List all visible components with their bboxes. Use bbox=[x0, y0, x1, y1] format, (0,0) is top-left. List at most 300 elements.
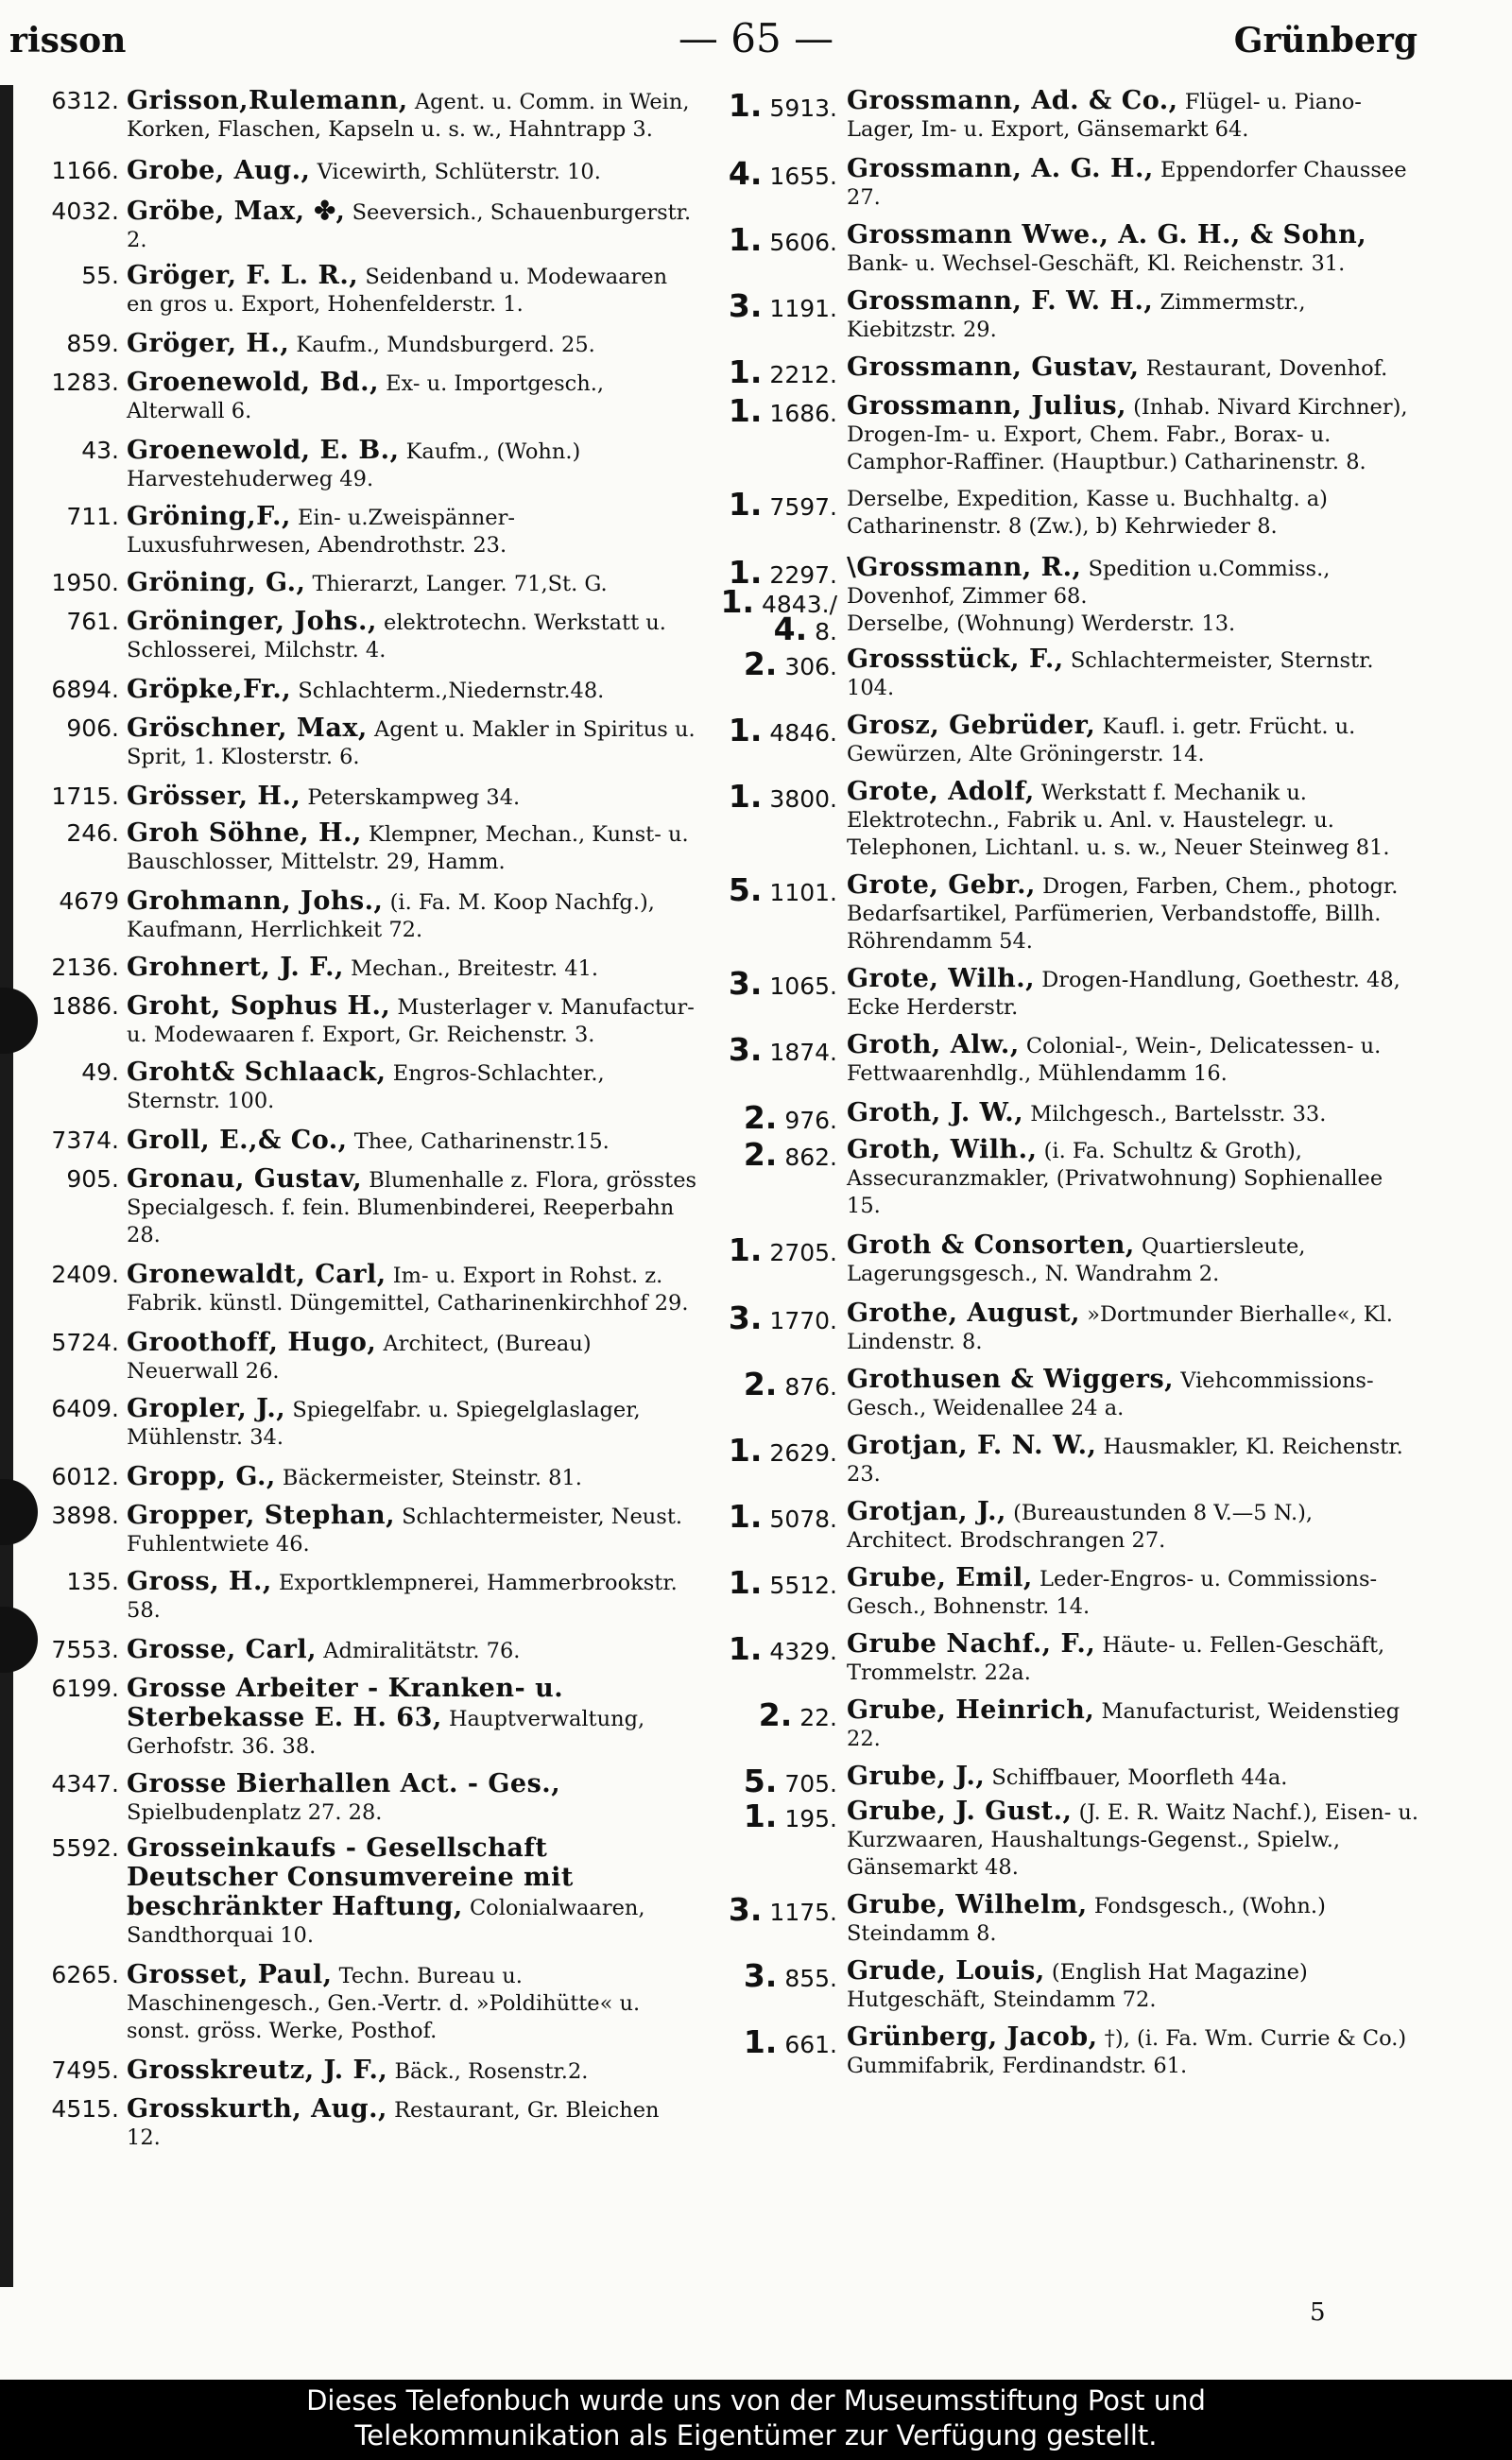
directory-entry bbox=[17, 369, 699, 425]
subscriber-name: Groth, Wilh., bbox=[847, 1135, 1038, 1164]
subscriber-number: 2136. bbox=[51, 954, 119, 981]
subscriber-number: 4843./ bbox=[762, 591, 837, 618]
phone-number bbox=[17, 887, 119, 915]
subscriber-number: 306. bbox=[784, 653, 837, 680]
directory-entry bbox=[711, 1136, 1421, 1220]
phone-number bbox=[17, 783, 119, 810]
subscriber-number: 6409. bbox=[51, 1395, 119, 1422]
exchange-number: 1. bbox=[728, 353, 763, 390]
subscriber-details: Colonial-, Wein-, Delicatessen- u. Fettwaarenhdlg., Mühlendamm 16. bbox=[847, 1034, 1382, 1086]
entry-text bbox=[847, 1891, 1421, 1948]
header-left-word: risson bbox=[9, 21, 127, 60]
phone-number bbox=[17, 2056, 119, 2084]
exchange-number: 1. bbox=[728, 1564, 763, 1601]
directory-entry bbox=[711, 221, 1421, 278]
exchange-number: 3. bbox=[743, 1957, 778, 1994]
subscriber-number: 4679 bbox=[59, 887, 119, 915]
entry-text bbox=[127, 992, 699, 1049]
entry-text bbox=[127, 198, 699, 254]
phone-number bbox=[711, 1630, 837, 1667]
entry-text bbox=[127, 1770, 699, 1827]
subscriber-number: 7553. bbox=[51, 1636, 119, 1663]
entry-text bbox=[127, 1463, 699, 1492]
subscriber-number: 761. bbox=[66, 608, 119, 635]
exchange-number: 1. bbox=[728, 1231, 763, 1268]
header-page-number: — 65 — bbox=[678, 15, 834, 61]
subscriber-details: Zimmermstr., Kiebitzstr. 29. bbox=[847, 290, 1306, 342]
entry-text bbox=[127, 1834, 699, 1950]
entry-text bbox=[847, 1136, 1421, 1220]
subscriber-number: 1770. bbox=[769, 1307, 837, 1334]
directory-entry bbox=[17, 262, 699, 318]
subscriber-number: 1065. bbox=[769, 972, 837, 1000]
phone-number bbox=[711, 1031, 837, 1068]
entry-text bbox=[847, 392, 1421, 476]
exchange-number: 3. bbox=[728, 287, 763, 324]
subscriber-name: Grote, Wilh., bbox=[847, 964, 1036, 993]
entry-text bbox=[847, 871, 1421, 955]
entry-text bbox=[847, 611, 1421, 638]
subscriber-details: Mechan., Breitestr. 41. bbox=[351, 956, 599, 981]
phone-number bbox=[17, 369, 119, 396]
entry-text bbox=[847, 645, 1421, 702]
subscriber-name: Grothusen & Wiggers, bbox=[847, 1365, 1175, 1394]
subscriber-number: 5592. bbox=[51, 1834, 119, 1862]
phone-number bbox=[711, 645, 837, 682]
subscriber-name: Grossmann, Ad. & Co., bbox=[847, 86, 1178, 115]
subscriber-details: Thee, Catharinenstr.15. bbox=[353, 1129, 610, 1154]
subscriber-number: 705. bbox=[784, 1770, 837, 1798]
directory-entry bbox=[711, 778, 1421, 862]
subscriber-number: 55. bbox=[81, 262, 119, 289]
directory-entry bbox=[17, 714, 699, 771]
subscriber-number: 7495. bbox=[51, 2056, 119, 2084]
directory-entry bbox=[711, 155, 1421, 212]
entry-text bbox=[127, 2056, 699, 2086]
subscriber-name: Grösser, H., bbox=[127, 782, 301, 811]
subscriber-number: 906. bbox=[66, 714, 119, 742]
entry-text bbox=[847, 965, 1421, 1022]
subscriber-details: Agent. u. Comm. in Wein, Korken, Flaschen, Kapseln u. s. w., Hahntrapp 3. bbox=[127, 90, 690, 142]
phone-number bbox=[17, 1636, 119, 1663]
directory-entry bbox=[711, 1366, 1421, 1422]
entry-text bbox=[127, 157, 699, 186]
directory-entry bbox=[711, 1762, 1421, 1799]
exchange-number: 2. bbox=[743, 1136, 778, 1173]
entry-text bbox=[127, 887, 699, 944]
subscriber-name: Gropper, Stephan, bbox=[127, 1501, 395, 1530]
subscriber-details: Schiffbauer, Moorfleth 44a. bbox=[991, 1765, 1288, 1790]
phone-number bbox=[17, 1568, 119, 1595]
phone-number bbox=[711, 1696, 837, 1733]
exchange-number: 1. bbox=[728, 1432, 763, 1469]
subscriber-details: Derselbe, (Wohnung) Werderstr. 13. bbox=[847, 611, 1236, 636]
subscriber-number: 4329. bbox=[769, 1638, 837, 1665]
subscriber-details: Bank- u. Wechsel-Geschäft, Kl. Reichenstr. 31. bbox=[847, 251, 1346, 276]
directory-entry bbox=[17, 1770, 699, 1827]
subscriber-details: Spielbudenplatz 27. 28. bbox=[127, 1800, 383, 1825]
subscriber-details: Schlachterm.,Niedernstr.48. bbox=[298, 679, 605, 703]
entry-text bbox=[127, 2095, 699, 2152]
phone-number bbox=[17, 1395, 119, 1422]
subscriber-number: 859. bbox=[66, 330, 119, 357]
subscriber-number: 4846. bbox=[769, 719, 837, 747]
subscriber-details: Quartiersleute, Lagerungsgesch., N. Wandrahm 2. bbox=[847, 1234, 1306, 1286]
directory-entry bbox=[711, 392, 1421, 476]
entry-text bbox=[847, 87, 1421, 144]
phone-number bbox=[711, 221, 837, 258]
directory-entry bbox=[711, 1231, 1421, 1288]
subscriber-number: 5913. bbox=[769, 95, 837, 122]
subscriber-details: (English Hat Magazine) Hutgeschäft, Steindamm 72. bbox=[847, 1960, 1308, 2012]
directory-entry bbox=[711, 287, 1421, 344]
subscriber-details: Klempner, Mechan., Kunst- u. Bauschlosser, Mittelstr. 29, Hamm. bbox=[127, 822, 689, 874]
subscriber-name: Gross, H., bbox=[127, 1567, 272, 1596]
subscriber-number: 1175. bbox=[769, 1899, 837, 1926]
subscriber-details: elektrotechn. Werkstatt u. Schlosserei, Milchstr. 4. bbox=[127, 611, 666, 662]
directory-entry bbox=[17, 819, 699, 876]
entry-text bbox=[127, 783, 699, 812]
page-header bbox=[0, 11, 1512, 68]
subscriber-details: Milchgesch., Bartelsstr. 33. bbox=[1030, 1102, 1327, 1127]
phone-number bbox=[17, 676, 119, 703]
entry-text bbox=[127, 503, 699, 559]
subscriber-number: 6012. bbox=[51, 1463, 119, 1490]
exchange-number: 1. bbox=[728, 392, 763, 429]
subscriber-name: Grosskreutz, J. F., bbox=[127, 2056, 388, 2085]
subscriber-name: Groenewold, E. B., bbox=[127, 436, 400, 465]
entry-text bbox=[127, 819, 699, 876]
binding-edge bbox=[0, 85, 13, 2287]
subscriber-name: Grotjan, J., bbox=[847, 1497, 1006, 1526]
subscriber-details: Engros-Schlachter., Sternstr. 100. bbox=[127, 1061, 605, 1113]
directory-entry bbox=[711, 1098, 1421, 1136]
entry-text bbox=[847, 583, 1421, 611]
subscriber-details: Bäck., Rosenstr.2. bbox=[394, 2059, 589, 2084]
subscriber-details: Ein- u.Zweispänner-Luxusfuhrwesen, Abendrothstr. 23. bbox=[127, 506, 515, 558]
subscriber-details: Manufacturist, Weidenstieg 22. bbox=[847, 1699, 1400, 1751]
subscriber-number: 6199. bbox=[51, 1675, 119, 1702]
phone-number bbox=[711, 486, 837, 523]
subscriber-name: Grube, Wilhelm, bbox=[847, 1890, 1088, 1919]
subscriber-details: Drogen-Handlung, Goethestr. 48, Ecke Herderstr. bbox=[847, 968, 1400, 1020]
exchange-number: 1. bbox=[720, 583, 754, 620]
entry-text bbox=[127, 262, 699, 318]
directory-entry bbox=[711, 1299, 1421, 1356]
exchange-number: 1. bbox=[728, 1498, 763, 1535]
directory-entry bbox=[17, 503, 699, 559]
entry-text bbox=[127, 1058, 699, 1115]
directory-entry bbox=[17, 1463, 699, 1492]
entry-text bbox=[127, 1675, 699, 1761]
entry-text bbox=[127, 1636, 699, 1665]
subscriber-number: 2705. bbox=[769, 1239, 837, 1266]
directory-entry bbox=[711, 645, 1421, 702]
subscriber-details: Blumenhalle z. Flora, grösstes Specialgesch. f. fein. Blumenbinderei, Reeperbahn 28. bbox=[127, 1168, 697, 1247]
directory-entry bbox=[17, 992, 699, 1049]
subscriber-name: Grossmann Wwe., A. G. H., & Sohn, bbox=[847, 220, 1367, 249]
subscriber-details: Architect, (Bureau) Neuerwall 26. bbox=[127, 1332, 592, 1384]
entry-text bbox=[127, 1127, 699, 1156]
directory-entry bbox=[17, 330, 699, 359]
subscriber-name: Groh Söhne, H., bbox=[127, 818, 362, 848]
phone-number bbox=[17, 157, 119, 184]
subscriber-details: (J. E. R. Waitz Nachf.), Eisen- u. Kurzwaaren, Haushaltungs-Gegenst., Spielw., Gänsemarkt 48. bbox=[847, 1800, 1419, 1880]
subscriber-details: Im- u. Export in Rohst. z. Fabrik. künstl. Düngemittel, Catharinenkirchhof 29. bbox=[127, 1264, 689, 1316]
phone-number bbox=[711, 287, 837, 324]
phone-number bbox=[17, 1261, 119, 1288]
subscriber-number: 2212. bbox=[769, 361, 837, 388]
directory-entry bbox=[711, 2023, 1421, 2080]
footer-line-1: Dieses Telefonbuch wurde uns von der Museumsstiftung Post und bbox=[306, 2384, 1206, 2417]
phone-number bbox=[17, 714, 119, 742]
subscriber-name: Groothoff, Hugo, bbox=[127, 1328, 377, 1357]
subscriber-name: Grude, Louis, bbox=[847, 1956, 1045, 1986]
directory-entry bbox=[17, 198, 699, 254]
subscriber-details: (Inhab. Nivard Kirchner), Drogen-Im- u. Export, Chem. Fabr., Borax- u. Camphor-Raffiner. (Hauptbur.) Catharinenstr. 8. bbox=[847, 395, 1408, 474]
phone-number bbox=[17, 1675, 119, 1702]
phone-number bbox=[711, 353, 837, 390]
entry-text bbox=[847, 287, 1421, 344]
entry-text bbox=[847, 1099, 1421, 1128]
phone-number bbox=[17, 437, 119, 464]
directory-entry bbox=[17, 1261, 699, 1317]
subscriber-details: Hauptverwaltung, Gerhofstr. 36. 38. bbox=[127, 1707, 645, 1759]
subscriber-number: 6894. bbox=[51, 676, 119, 703]
subscriber-name: Gröger, F. L. R., bbox=[127, 261, 359, 290]
entry-text bbox=[127, 1261, 699, 1317]
entry-text bbox=[847, 2023, 1421, 2080]
subscriber-name: Grohnert, J. F., bbox=[127, 953, 344, 982]
exchange-number: 2. bbox=[743, 1366, 778, 1402]
directory-entry bbox=[711, 965, 1421, 1022]
phone-number bbox=[711, 1366, 837, 1402]
phone-number bbox=[17, 608, 119, 635]
phone-number bbox=[17, 262, 119, 289]
subscriber-name: Grohmann, Johs., bbox=[127, 886, 384, 916]
exchange-number: 5. bbox=[728, 871, 763, 908]
subscriber-details: Dovenhof, Zimmer 68. bbox=[847, 584, 1088, 609]
exchange-number: 2. bbox=[758, 1696, 793, 1733]
phone-number bbox=[17, 2095, 119, 2123]
entry-text bbox=[847, 1231, 1421, 1288]
phone-number bbox=[17, 1961, 119, 1988]
entry-text bbox=[847, 1299, 1421, 1356]
subscriber-number: 135. bbox=[66, 1568, 119, 1595]
subscriber-details: Schlachtermeister, Neust. Fuhlentwiete 46. bbox=[127, 1505, 683, 1557]
entry-text bbox=[847, 1031, 1421, 1088]
subscriber-details: Peterskampweg 34. bbox=[307, 785, 521, 810]
signature-mark: 5 bbox=[1310, 2298, 1326, 2327]
subscriber-details: Thierarzt, Langer. 71,St. G. bbox=[312, 572, 608, 596]
subscriber-name: Gröschner, Max, bbox=[127, 714, 368, 743]
footer-line-2: Telekommunikation als Eigentümer zur Verfügung gestellt. bbox=[354, 2419, 1158, 2451]
subscriber-number: 5606. bbox=[769, 229, 837, 256]
subscriber-details: Werkstatt f. Mechanik u. Elektrotechn., Fabrik u. Anl. v. Haustelegr. u. Telephonen, Lichtanl. u. s. w., Neuer Steinweg 81. bbox=[847, 781, 1390, 860]
subscriber-name: Gröning, G., bbox=[127, 568, 306, 597]
subscriber-number: 1950. bbox=[51, 569, 119, 596]
exchange-number: 5. bbox=[743, 1763, 778, 1799]
subscriber-number: 6265. bbox=[51, 1961, 119, 1988]
exchange-number: 4. bbox=[773, 611, 808, 647]
subscriber-number: 1166. bbox=[51, 157, 119, 184]
subscriber-name: Gröbe, Max, ✤, bbox=[127, 197, 346, 226]
exchange-number: 3. bbox=[728, 1031, 763, 1068]
subscriber-details: Spiegelfabr. u. Spiegelglaslager, Mühlenstr. 34. bbox=[127, 1398, 641, 1450]
entry-text bbox=[127, 954, 699, 983]
exchange-number: 1. bbox=[728, 554, 763, 591]
entry-text bbox=[127, 330, 699, 359]
phone-number bbox=[17, 1127, 119, 1154]
directory-entry bbox=[711, 1696, 1421, 1753]
directory-entry bbox=[711, 1957, 1421, 2014]
subscriber-name: Groht, Sophus H., bbox=[127, 991, 391, 1021]
directory-entry bbox=[17, 1834, 699, 1950]
subscriber-number: 711. bbox=[66, 503, 119, 530]
directory-entry bbox=[17, 1961, 699, 2045]
subscriber-number: 7597. bbox=[769, 493, 837, 521]
subscriber-details: Viehcommissions-Gesch., Weidenallee 24 a. bbox=[847, 1368, 1374, 1420]
phone-number bbox=[17, 1165, 119, 1193]
subscriber-name: Grosseinkaufs - Gesellschaft Deutscher Consumvereine mit beschränkter Haftung, bbox=[127, 1833, 574, 1921]
directory-entry bbox=[17, 157, 699, 186]
subscriber-number: 6312. bbox=[51, 87, 119, 114]
subscriber-name: Grote, Gebr., bbox=[847, 870, 1036, 900]
subscriber-name: Groth & Consorten, bbox=[847, 1230, 1135, 1260]
exchange-number: 1. bbox=[728, 1630, 763, 1667]
exchange-number: 1. bbox=[743, 2023, 778, 2060]
exchange-number: 1. bbox=[743, 1798, 778, 1834]
subscriber-details: (i. Fa. Schultz & Groth), Assecuranzmakler, (Privatwohnung) Sophienallee 15. bbox=[847, 1139, 1383, 1218]
subscriber-details: Ex- u. Importgesch., Alterwall 6. bbox=[127, 371, 605, 423]
subscriber-details: Musterlager v. Manufactur- u. Modewaaren f. Export, Gr. Reichenstr. 3. bbox=[127, 995, 695, 1047]
entry-text bbox=[847, 486, 1421, 541]
directory-entry bbox=[711, 486, 1421, 541]
phone-number bbox=[17, 1502, 119, 1529]
phone-number bbox=[17, 992, 119, 1020]
phone-number bbox=[17, 954, 119, 981]
directory-entry bbox=[711, 553, 1421, 591]
header-right-word: Grünberg bbox=[1233, 21, 1418, 60]
subscriber-name: Grube, J. Gust., bbox=[847, 1797, 1073, 1826]
directory-entry bbox=[711, 1891, 1421, 1948]
directory-entry bbox=[711, 871, 1421, 955]
subscriber-name: Grossmann, F. W. H., bbox=[847, 286, 1154, 316]
subscriber-name: Grube Nachf., F., bbox=[847, 1629, 1096, 1659]
subscriber-number: 1874. bbox=[769, 1039, 837, 1066]
subscriber-number: 661. bbox=[784, 2031, 837, 2058]
subscriber-number: 1655. bbox=[769, 163, 837, 190]
directory-entry bbox=[711, 1031, 1421, 1088]
subscriber-number: 4032. bbox=[51, 198, 119, 225]
subscriber-number: 976. bbox=[784, 1107, 837, 1134]
entry-text bbox=[127, 1329, 699, 1385]
subscriber-name: Groll, E.,& Co., bbox=[127, 1126, 348, 1155]
phone-number bbox=[17, 1834, 119, 1862]
directory-entry bbox=[711, 353, 1421, 390]
directory-entry bbox=[711, 1798, 1421, 1882]
subscriber-number: 195. bbox=[784, 1805, 837, 1832]
subscriber-name: Grosse Bierhallen Act. - Ges., bbox=[127, 1769, 561, 1798]
subscriber-details: Colonialwaaren, Sandthorquai 10. bbox=[127, 1896, 645, 1948]
subscriber-details: Leder-Engros- u. Commissions-Gesch., Bohnenstr. 14. bbox=[847, 1567, 1378, 1619]
exchange-number: 1. bbox=[728, 486, 763, 523]
entry-text bbox=[127, 714, 699, 771]
directory-entry bbox=[17, 608, 699, 664]
entry-text bbox=[127, 676, 699, 705]
subscriber-name: Grosse, Carl, bbox=[127, 1635, 318, 1664]
subscriber-number: 8. bbox=[815, 618, 837, 645]
directory-entry bbox=[17, 954, 699, 983]
subscriber-details: »Dortmunder Bierhalle«, Kl. Lindenstr. 8. bbox=[847, 1302, 1393, 1354]
subscriber-number: 1191. bbox=[769, 295, 837, 322]
entry-text bbox=[847, 778, 1421, 862]
subscriber-details: Kaufm., Mundsburgerd. 25. bbox=[296, 333, 595, 357]
entry-text bbox=[127, 1568, 699, 1625]
phone-number bbox=[711, 1099, 837, 1136]
phone-number bbox=[711, 1498, 837, 1535]
directory-entry bbox=[711, 87, 1421, 144]
subscriber-details: Agent u. Makler in Spiritus u. Sprit, 1. Klosterstr. 6. bbox=[127, 717, 696, 769]
subscriber-number: 1886. bbox=[51, 992, 119, 1020]
entry-text bbox=[847, 712, 1421, 768]
directory-entry bbox=[17, 1636, 699, 1665]
subscriber-details: Admiralitätstr. 76. bbox=[323, 1639, 521, 1663]
subscriber-number: 862. bbox=[784, 1144, 837, 1171]
phone-number bbox=[711, 871, 837, 908]
entry-text bbox=[847, 1957, 1421, 2014]
subscriber-details: Hausmakler, Kl. Reichenstr. 23. bbox=[847, 1435, 1403, 1487]
entry-text bbox=[847, 1366, 1421, 1422]
phone-number bbox=[17, 1058, 119, 1086]
phone-number bbox=[711, 155, 837, 192]
subscriber-name: Grosskurth, Aug., bbox=[127, 2094, 387, 2124]
subscriber-number: 5512. bbox=[769, 1572, 837, 1599]
entry-text bbox=[847, 1696, 1421, 1753]
phone-number bbox=[17, 1329, 119, 1356]
entry-text bbox=[847, 1432, 1421, 1488]
directory-entry bbox=[17, 569, 699, 598]
subscriber-name: Gronewaldt, Carl, bbox=[127, 1260, 387, 1289]
subscriber-number: 3800. bbox=[769, 785, 837, 813]
subscriber-details: †), (i. Fa. Wm. Currie & Co.) Gummifabrik, Ferdinandstr. 61. bbox=[847, 2026, 1407, 2078]
entry-text bbox=[127, 1395, 699, 1452]
subscriber-details: Häute- u. Fellen-Geschäft, Trommelstr. 22a. bbox=[847, 1633, 1385, 1685]
subscriber-name: Gronau, Gustav, bbox=[127, 1164, 363, 1194]
entry-text bbox=[127, 608, 699, 664]
directory-entry bbox=[17, 887, 699, 944]
directory-entry bbox=[17, 1058, 699, 1115]
exchange-number: 1. bbox=[728, 712, 763, 748]
subscriber-number: 5078. bbox=[769, 1505, 837, 1533]
subscriber-name: Grube, Emil, bbox=[847, 1563, 1033, 1592]
subscriber-details: Vicewirth, Schlüterstr. 10. bbox=[317, 160, 601, 184]
phone-number bbox=[17, 198, 119, 225]
subscriber-details: Drogen, Farben, Chem., photogr. Bedarfsartikel, Parfümerien, Verbandstoffe, Billh. Röhrendamm 54. bbox=[847, 874, 1399, 954]
subscriber-number: 5724. bbox=[51, 1329, 119, 1356]
subscriber-name: Grosz, Gebrüder, bbox=[847, 711, 1096, 740]
directory-entry bbox=[17, 1568, 699, 1625]
subscriber-name: Gropp, G., bbox=[127, 1462, 276, 1491]
entry-text bbox=[127, 569, 699, 598]
phone-number bbox=[711, 1891, 837, 1928]
subscriber-name: Grosset, Paul, bbox=[127, 1960, 333, 1989]
subscriber-details: Kaufm., (Wohn.) Harvestehuderweg 49. bbox=[127, 439, 581, 491]
entry-text bbox=[127, 437, 699, 493]
entry-text bbox=[127, 1502, 699, 1558]
subscriber-number: 7374. bbox=[51, 1127, 119, 1154]
exchange-number: 3. bbox=[728, 965, 763, 1002]
